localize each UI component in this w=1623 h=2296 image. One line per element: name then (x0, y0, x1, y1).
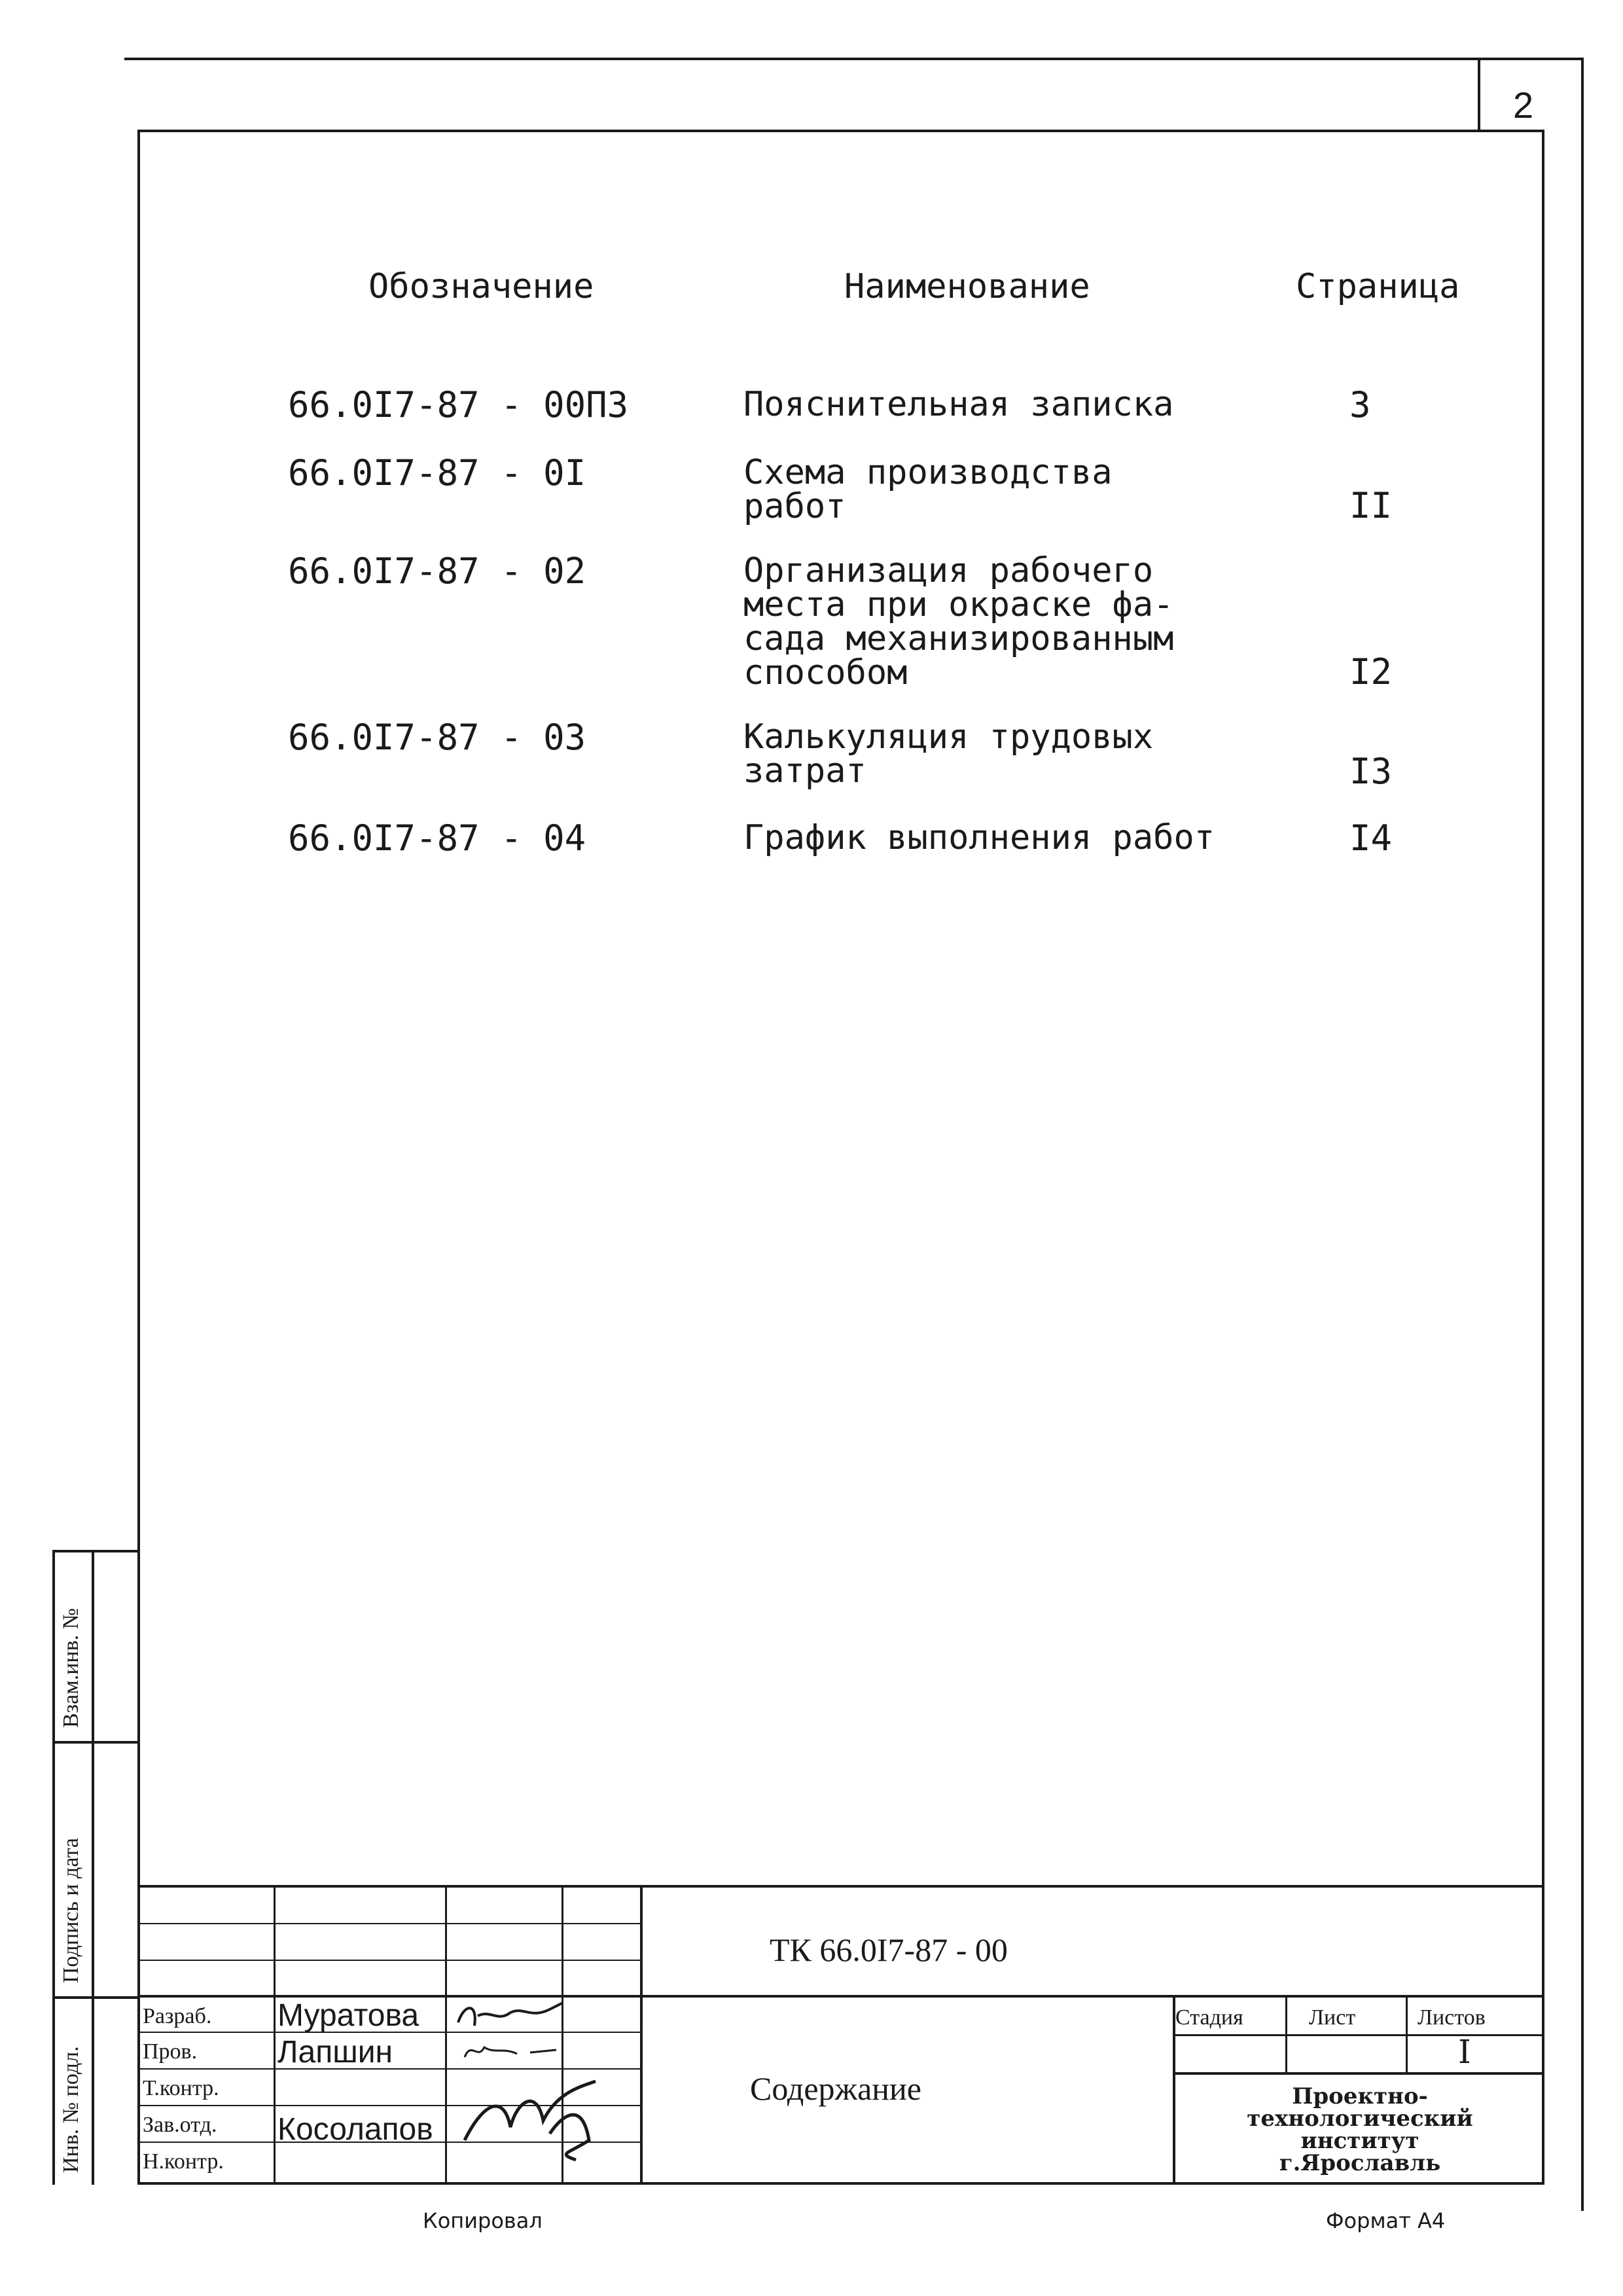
side-strip-div-2 (52, 1996, 140, 1999)
row-3-name: Организация рабочего места при окраске фа- сада механизированным способом (743, 551, 1174, 692)
sheets-value: I (1458, 2033, 1471, 2071)
sheet-number-box-right (1581, 58, 1584, 2211)
sheets-label: Листов (1418, 2005, 1486, 2030)
side-vzam-inv: Взам.инв. № (59, 1607, 83, 1728)
document-title: Содержание (750, 2070, 921, 2107)
stage-col-2 (1406, 1995, 1408, 2073)
row-1-designation: 66.0I7-87 - 00ПЗ (288, 384, 629, 425)
side-podpis-data: Подпись и дата (59, 1838, 83, 1983)
row-1-page: 3 (1349, 384, 1371, 425)
document-code: ТК 66.0I7-87 - 00 (770, 1931, 1008, 1968)
top-border-line (124, 58, 1584, 60)
titleblock-col-1 (274, 1885, 276, 2185)
name-zavotd: Косолапов (277, 2112, 433, 2147)
header-page: Страница (1296, 267, 1460, 306)
row-2-designation: 66.0I7-87 - 0I (288, 452, 586, 493)
footer-copied: Копировал (423, 2208, 543, 2233)
header-designation: Обозначение (368, 267, 594, 306)
row-3-designation: 66.0I7-87 - 02 (288, 550, 586, 592)
titleblock-col-2 (445, 1885, 447, 2185)
header-name: Наименование (844, 267, 1090, 306)
row-1-name: Пояснительная записка (743, 385, 1174, 424)
titleblock-top (137, 1885, 1544, 1888)
row-4-designation: 66.0I7-87 - 03 (288, 717, 586, 758)
stage-row-div (1173, 2034, 1544, 2036)
organization: Проектно- технологический институт г.Ярославль (1247, 2083, 1473, 2176)
signature-razrab (452, 1996, 576, 2036)
side-strip-inner-border (92, 1550, 94, 2185)
sheet-label: Лист (1309, 2005, 1356, 2030)
row-2-name: Схема производства работ (743, 453, 1113, 526)
sheet-number-box-left (1478, 58, 1480, 130)
role-prov: Пров. (143, 2039, 198, 2064)
row-5-page: I4 (1349, 817, 1393, 859)
footer-format: Формат А4 (1326, 2208, 1446, 2233)
stage-label: Стадия (1175, 2005, 1243, 2030)
row-4-page: I3 (1349, 751, 1393, 792)
role-zavotd: Зав.отд. (143, 2113, 217, 2137)
signature-zavotd (452, 2075, 615, 2166)
row-4-name: Калькуляция трудовых затрат (743, 717, 1154, 791)
role-razrab: Разраб. (143, 2004, 212, 2028)
stage-col-1 (1285, 1995, 1287, 2073)
row-5-designation: 66.0I7-87 - 04 (288, 817, 586, 859)
row-3-page: I2 (1349, 651, 1393, 692)
titleblock-row-b (137, 1960, 641, 1961)
stage-row-bottom (1173, 2072, 1544, 2075)
side-strip-left-border (52, 1550, 55, 2185)
row-2-page: II (1349, 485, 1393, 526)
name-prov: Лапшин (277, 2035, 393, 2070)
side-inv-podl: Инв. № подл. (59, 2046, 83, 2173)
role-nkontr: Н.контр. (143, 2149, 224, 2174)
side-strip-top (52, 1550, 140, 1552)
signature-prov (458, 2034, 569, 2067)
name-razrab: Муратова (277, 1998, 419, 2033)
titleblock-col-4 (640, 1885, 643, 2185)
sheet-number: 2 (1513, 84, 1534, 126)
role-tkontr: Т.контр. (143, 2076, 219, 2100)
titleblock-row-a (137, 1923, 641, 1924)
main-frame (137, 130, 1544, 2185)
row-5-name: График выполнения работ (743, 818, 1215, 857)
side-strip-div-1 (52, 1741, 140, 1744)
